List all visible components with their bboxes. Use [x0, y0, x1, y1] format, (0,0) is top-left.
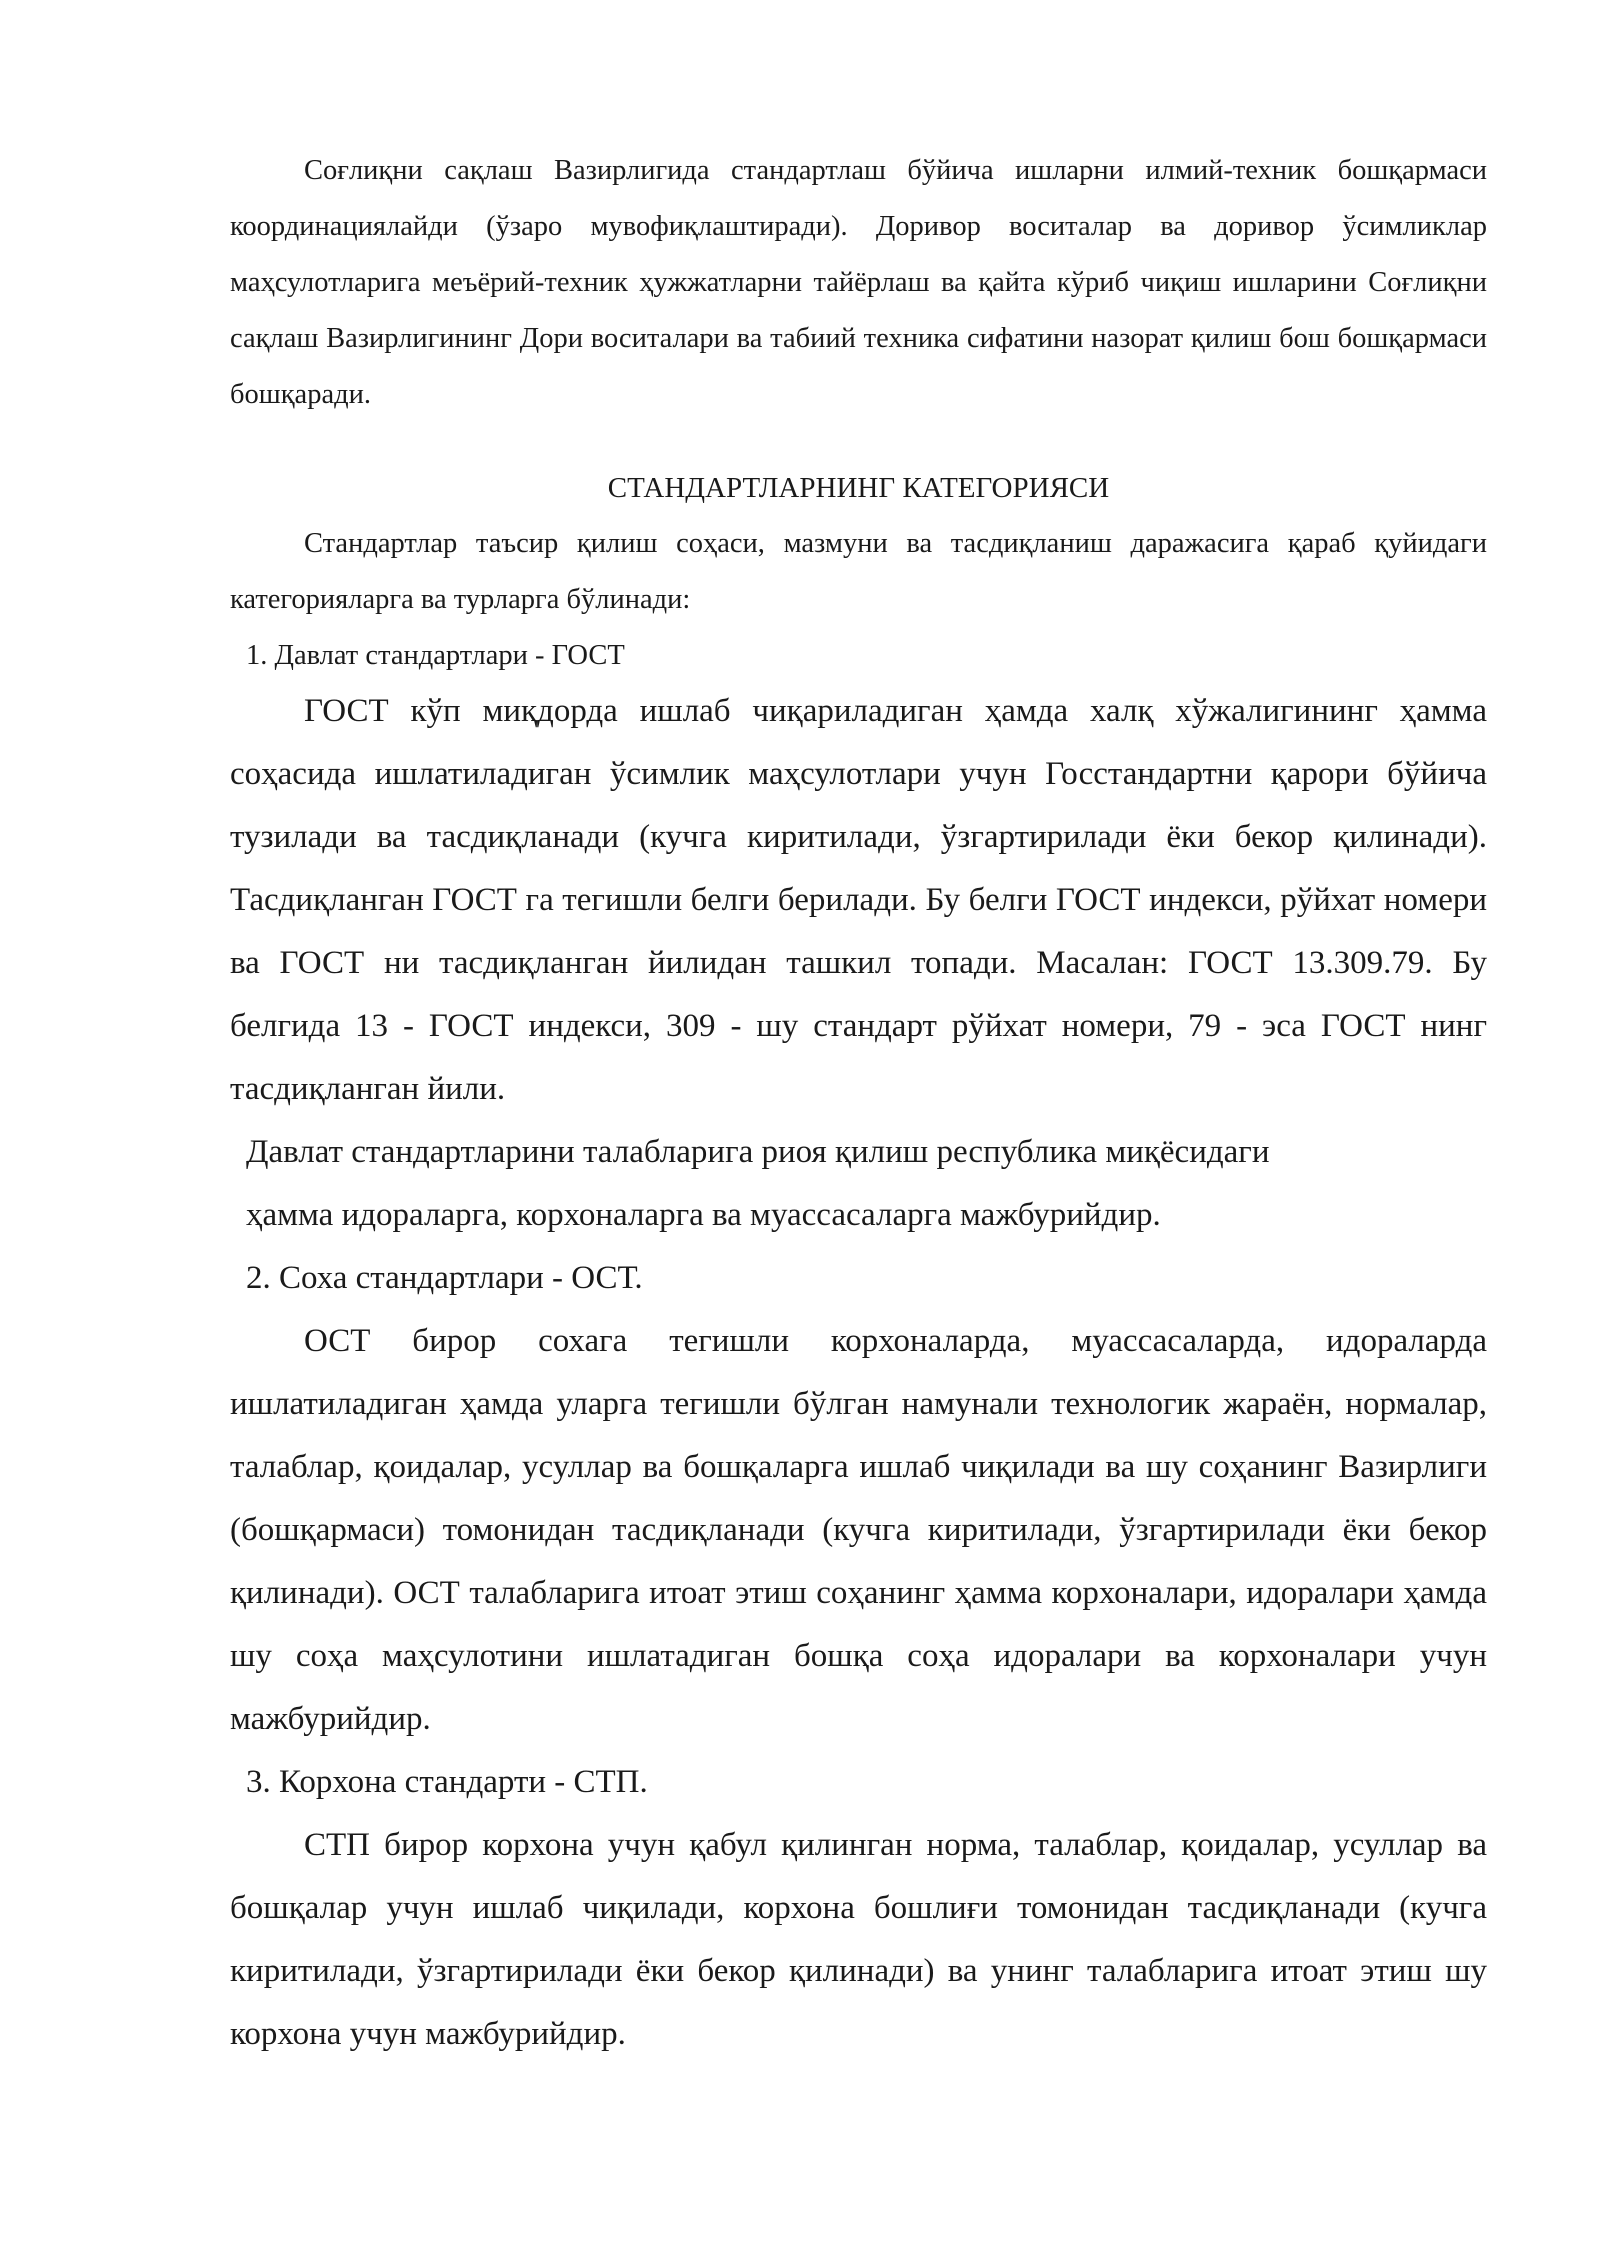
list-item-stp: 3. Корхона стандарти - СТП. [246, 1764, 648, 1800]
categories-intro-paragraph: Стандартлар таъсир қилиш соҳаси, мазмуни ва тасдиқланиш даражасига қараб қуйидаги категорияларга ва турларга бўлинади: [230, 528, 1487, 615]
ost-paragraph: ОСТ бирор сохага тегишли корхоналарда, муассасаларда, идораларда ишлатиладиган ҳамда уларга тегишли бўлган намунали технологик жараён, нормалар, талаблар, қоидалар, усуллар ва бошқаларга ишлаб чиқилади ва шу соҳанинг Вазирлиги (бошқармаси) томонидан тасдиқланади (кучга киритилади, ўзгартирилади ёки бекор қилинади). ОСТ талабларига итоат этиш соҳанинг ҳамма корхоналари, идоралари ҳамда шу соҳа маҳсулотини ишлатадиган бошқа соҳа идоралари ва корхоналари учун мажбурийдир. [230, 1323, 1487, 1737]
list-item-ost: 2. Соха стандартлари - ОСТ. [246, 1260, 643, 1296]
section-heading: СТАНДАРТЛАРНИНГ КАТЕГОРИЯСИ [607, 472, 1110, 504]
gost-obligation-line-1: Давлат стандартларини талабларига риоя қилиш республика миқёсидаги [246, 1134, 1270, 1170]
gost-paragraph: ГОСТ кўп миқдорда ишлаб чиқариладиган ҳамда халқ хўжалигининг ҳамма соҳасида ишлатиладиган ўсимлик маҳсулотлари учун Госстандартни қарори бўйича тузилади ва тасдиқланади (кучга киритилади, ўзгартирилади ёки бекор қилинади). Тасдиқланган ГОСТ га тегишли белги берилади. Бу белги ГОСТ индекси, рўйхат номери ва ГОСТ ни тасдиқланган йилидан ташкил топади. Масалан: ГОСТ 13.309.79. Бу белгида 13 - ГОСТ индекси, 309 - шу стандарт рўйхат номери, 79 - эса ГОСТ нинг тасдиқланган йили. [230, 693, 1487, 1107]
list-item-gost: 1. Давлат стандартлари - ГОСТ [246, 640, 625, 671]
intro-paragraph: Соғлиқни сақлаш Вазирлигида стандартлаш бўйича ишларни илмий-техник бошқармаси координациялайди (ўзаро мувофиқлаштиради). Доривор воситалар ва доривор ўсимликлар маҳсулотларига меъёрий-техник ҳужжатларни тайёрлаш ва қайта кўриб чиқиш ишларини Соғлиқни сақлаш Вазирлигининг Дори воситалари ва табиий техника сифатини назорат қилиш бош бошқармаси бошқаради. [230, 155, 1487, 410]
stp-paragraph: СТП бирор корхона учун қабул қилинган норма, талаблар, қоидалар, усуллар ва бошқалар учун ишлаб чиқилади, корхона бошлиғи томонидан тасдиқланади (кучга киритилади, ўзгартирилади ёки бекор қилинади) ва унинг талабларига итоат этиш шу корхона учун мажбурийдир. [230, 1827, 1487, 2052]
gost-obligation-line-2: ҳамма идораларга, корхоналарга ва муассасаларга мажбурийдир. [246, 1197, 1161, 1233]
